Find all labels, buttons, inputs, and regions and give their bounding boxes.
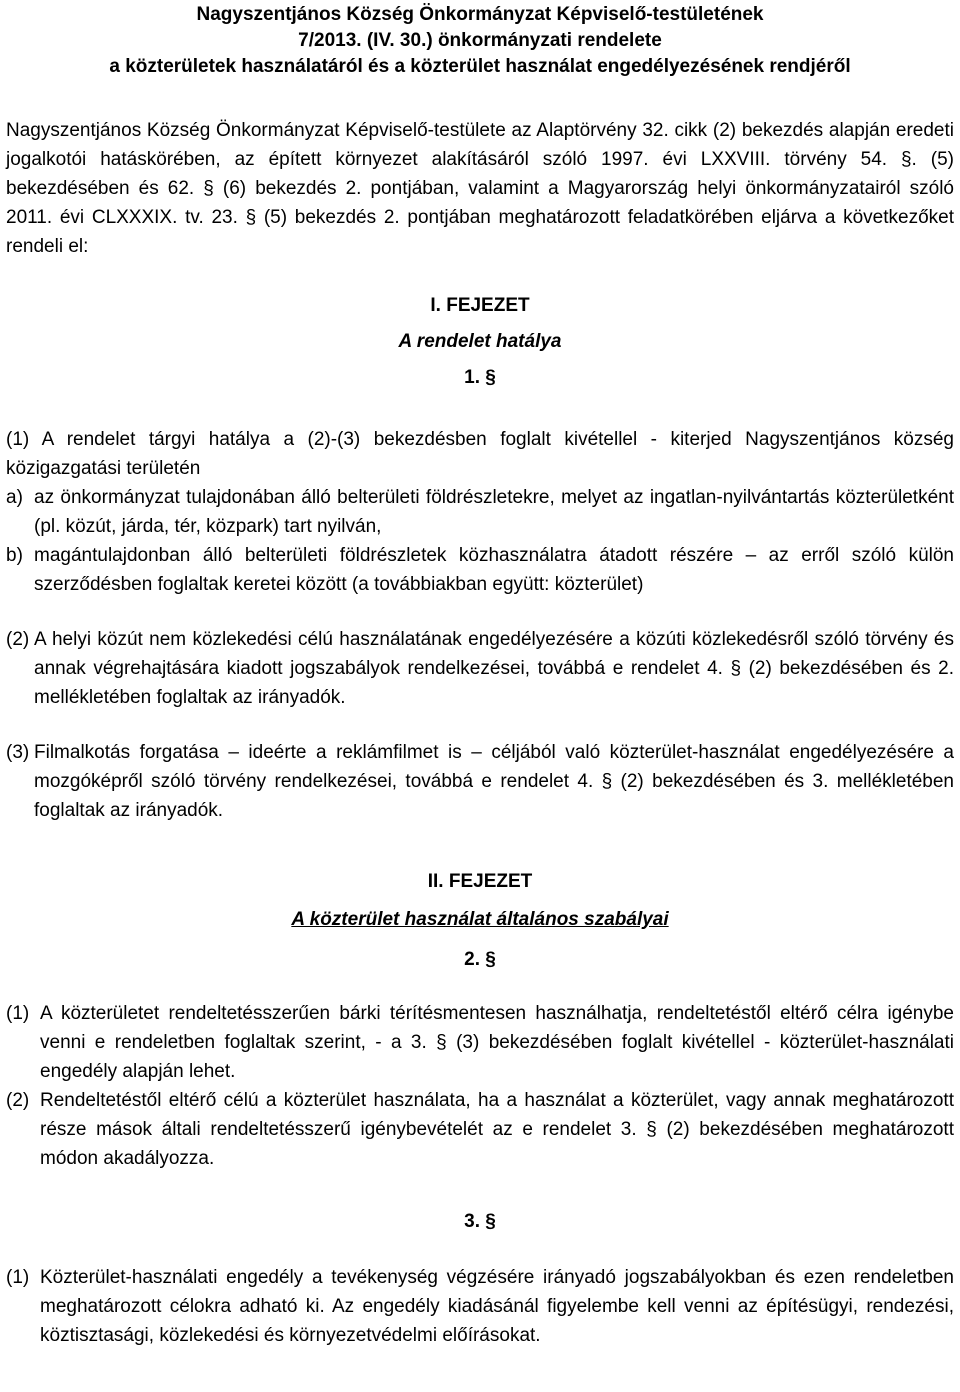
section-2-paragraph-2: [6, 1086, 954, 1173]
document-title: [6, 2, 954, 80]
subitem-b: [6, 541, 954, 599]
paragraph-label: (2): [6, 1090, 30, 1111]
section-1-heading: 1. §: [464, 367, 496, 388]
section-2-paragraph-1: [6, 999, 954, 1086]
paragraph-label: (2): [6, 629, 30, 650]
section-1-paragraph-3: [6, 738, 954, 825]
subitem-label: a): [6, 487, 23, 508]
subitem-text: magántulajdonban álló belterületi földrészletek közhasználatra átadott részére – az erről szóló külön szerződésben foglaltak keretei között (a továbbiakban együtt: közterület): [34, 545, 954, 595]
paragraph-label: (1): [6, 429, 30, 450]
paragraph-body: A helyi közút nem közlekedési célú használatának engedélyezésére a közúti közlekedésről szóló törvény és annak végrehajtására kiadott jogszabályok rendelkezései, továbbá e rendelet 4. § (2) bekezdésében és 2. mellékletében foglaltak az irányadók.: [34, 629, 954, 708]
title-line-3: a közterületek használatáról és a közterület használat engedélyezésének rendjéről: [109, 56, 851, 77]
subitem-text: az önkormányzat tulajdonában álló belterületi földrészletekre, melyet az ingatlan-nyilvántartás közterületként (pl. közút, járda, tér, közpark) tart nyilván,: [34, 487, 954, 537]
paragraph-body: A közterületet rendeltetésszerűen bárki térítésmentesen használhatja, rendeltetéstől eltérő célra igénybe venni e rendeletben foglaltak szerint, - a 3. § (3) bekezdésében foglalt kivétellel - közterület-használati engedély alapján lehet.: [40, 1003, 954, 1082]
subitem-label: b): [6, 545, 23, 566]
chapter-1-title: A rendelet hatálya: [398, 331, 562, 352]
paragraph-text: [6, 425, 954, 483]
paragraph-label: (3): [6, 742, 30, 763]
chapter-2-title: A közterület használat általános szabályai: [291, 909, 669, 930]
preamble: Nagyszentjános Község Önkormányzat Képviselő-testülete az Alaptörvény 32. cikk (2) bekezdés alapján eredeti jogalkotói hatáskörében, az épített környezet alakításáról szóló 1997. évi LXXVIII. törvény 54. §. (5) bekezdésében és 62. § (6) bekezdés 2. pontjában, valamint a Magyarország helyi önkormányzatairól szóló 2011. évi CLXXXIX. tv. 23. § (5) bekezdés 2. pontjában meghatározott feladatkörében eljárva a következőket rendeli el:: [6, 120, 954, 257]
subitem-a: [6, 483, 954, 541]
chapter-1-number: I. FEJEZET: [430, 295, 530, 316]
section-1-paragraph-2: [6, 625, 954, 712]
section-3-heading: 3. §: [464, 1211, 496, 1232]
paragraph-label: (1): [6, 1267, 30, 1288]
section-3-paragraph-1: [6, 1263, 954, 1350]
section-2-heading: 2. §: [464, 949, 496, 970]
paragraph-label: (1): [6, 1003, 30, 1024]
section-1-paragraph-1: [6, 425, 954, 599]
title-line-2: 7/2013. (IV. 30.) önkormányzati rendelete: [298, 30, 662, 51]
paragraph-body: Közterület-használati engedély a tevékenység végzésére irányadó jogszabályokban és ezen rendeletben meghatározott célokra adható ki. Az engedély kiadásánál figyelembe kell venni az építésügyi, rendezési, köztisztasági, közlekedési és környezetvédelmi előírásokat.: [40, 1267, 954, 1346]
paragraph-body: Rendeltetéstől eltérő célú a közterület használata, ha a használat a közterület, vagy annak meghatározott része mások általi rendeltetésszerű igénybevételét az e rendelet 3. § (2) bekezdésében meghatározott módon akadályozza.: [40, 1090, 954, 1169]
paragraph-body: Filmalkotás forgatása – ideérte a reklámfilmet is – céljából való közterület-használat engedélyezésére a mozgóképről szóló törvény rendelkezései, továbbá e rendelet 4. § (2) bekezdésében és 3. mellékletében foglaltak az irányadók.: [34, 742, 954, 821]
paragraph-body: A rendelet tárgyi hatálya a (2)-(3) bekezdésben foglalt kivétellel - kiterjed Nagyszentjános község közigazgatási területén: [6, 429, 954, 479]
title-line-1: Nagyszentjános Község Önkormányzat Képviselő-testületének: [196, 4, 764, 25]
chapter-2-number: II. FEJEZET: [427, 871, 533, 892]
